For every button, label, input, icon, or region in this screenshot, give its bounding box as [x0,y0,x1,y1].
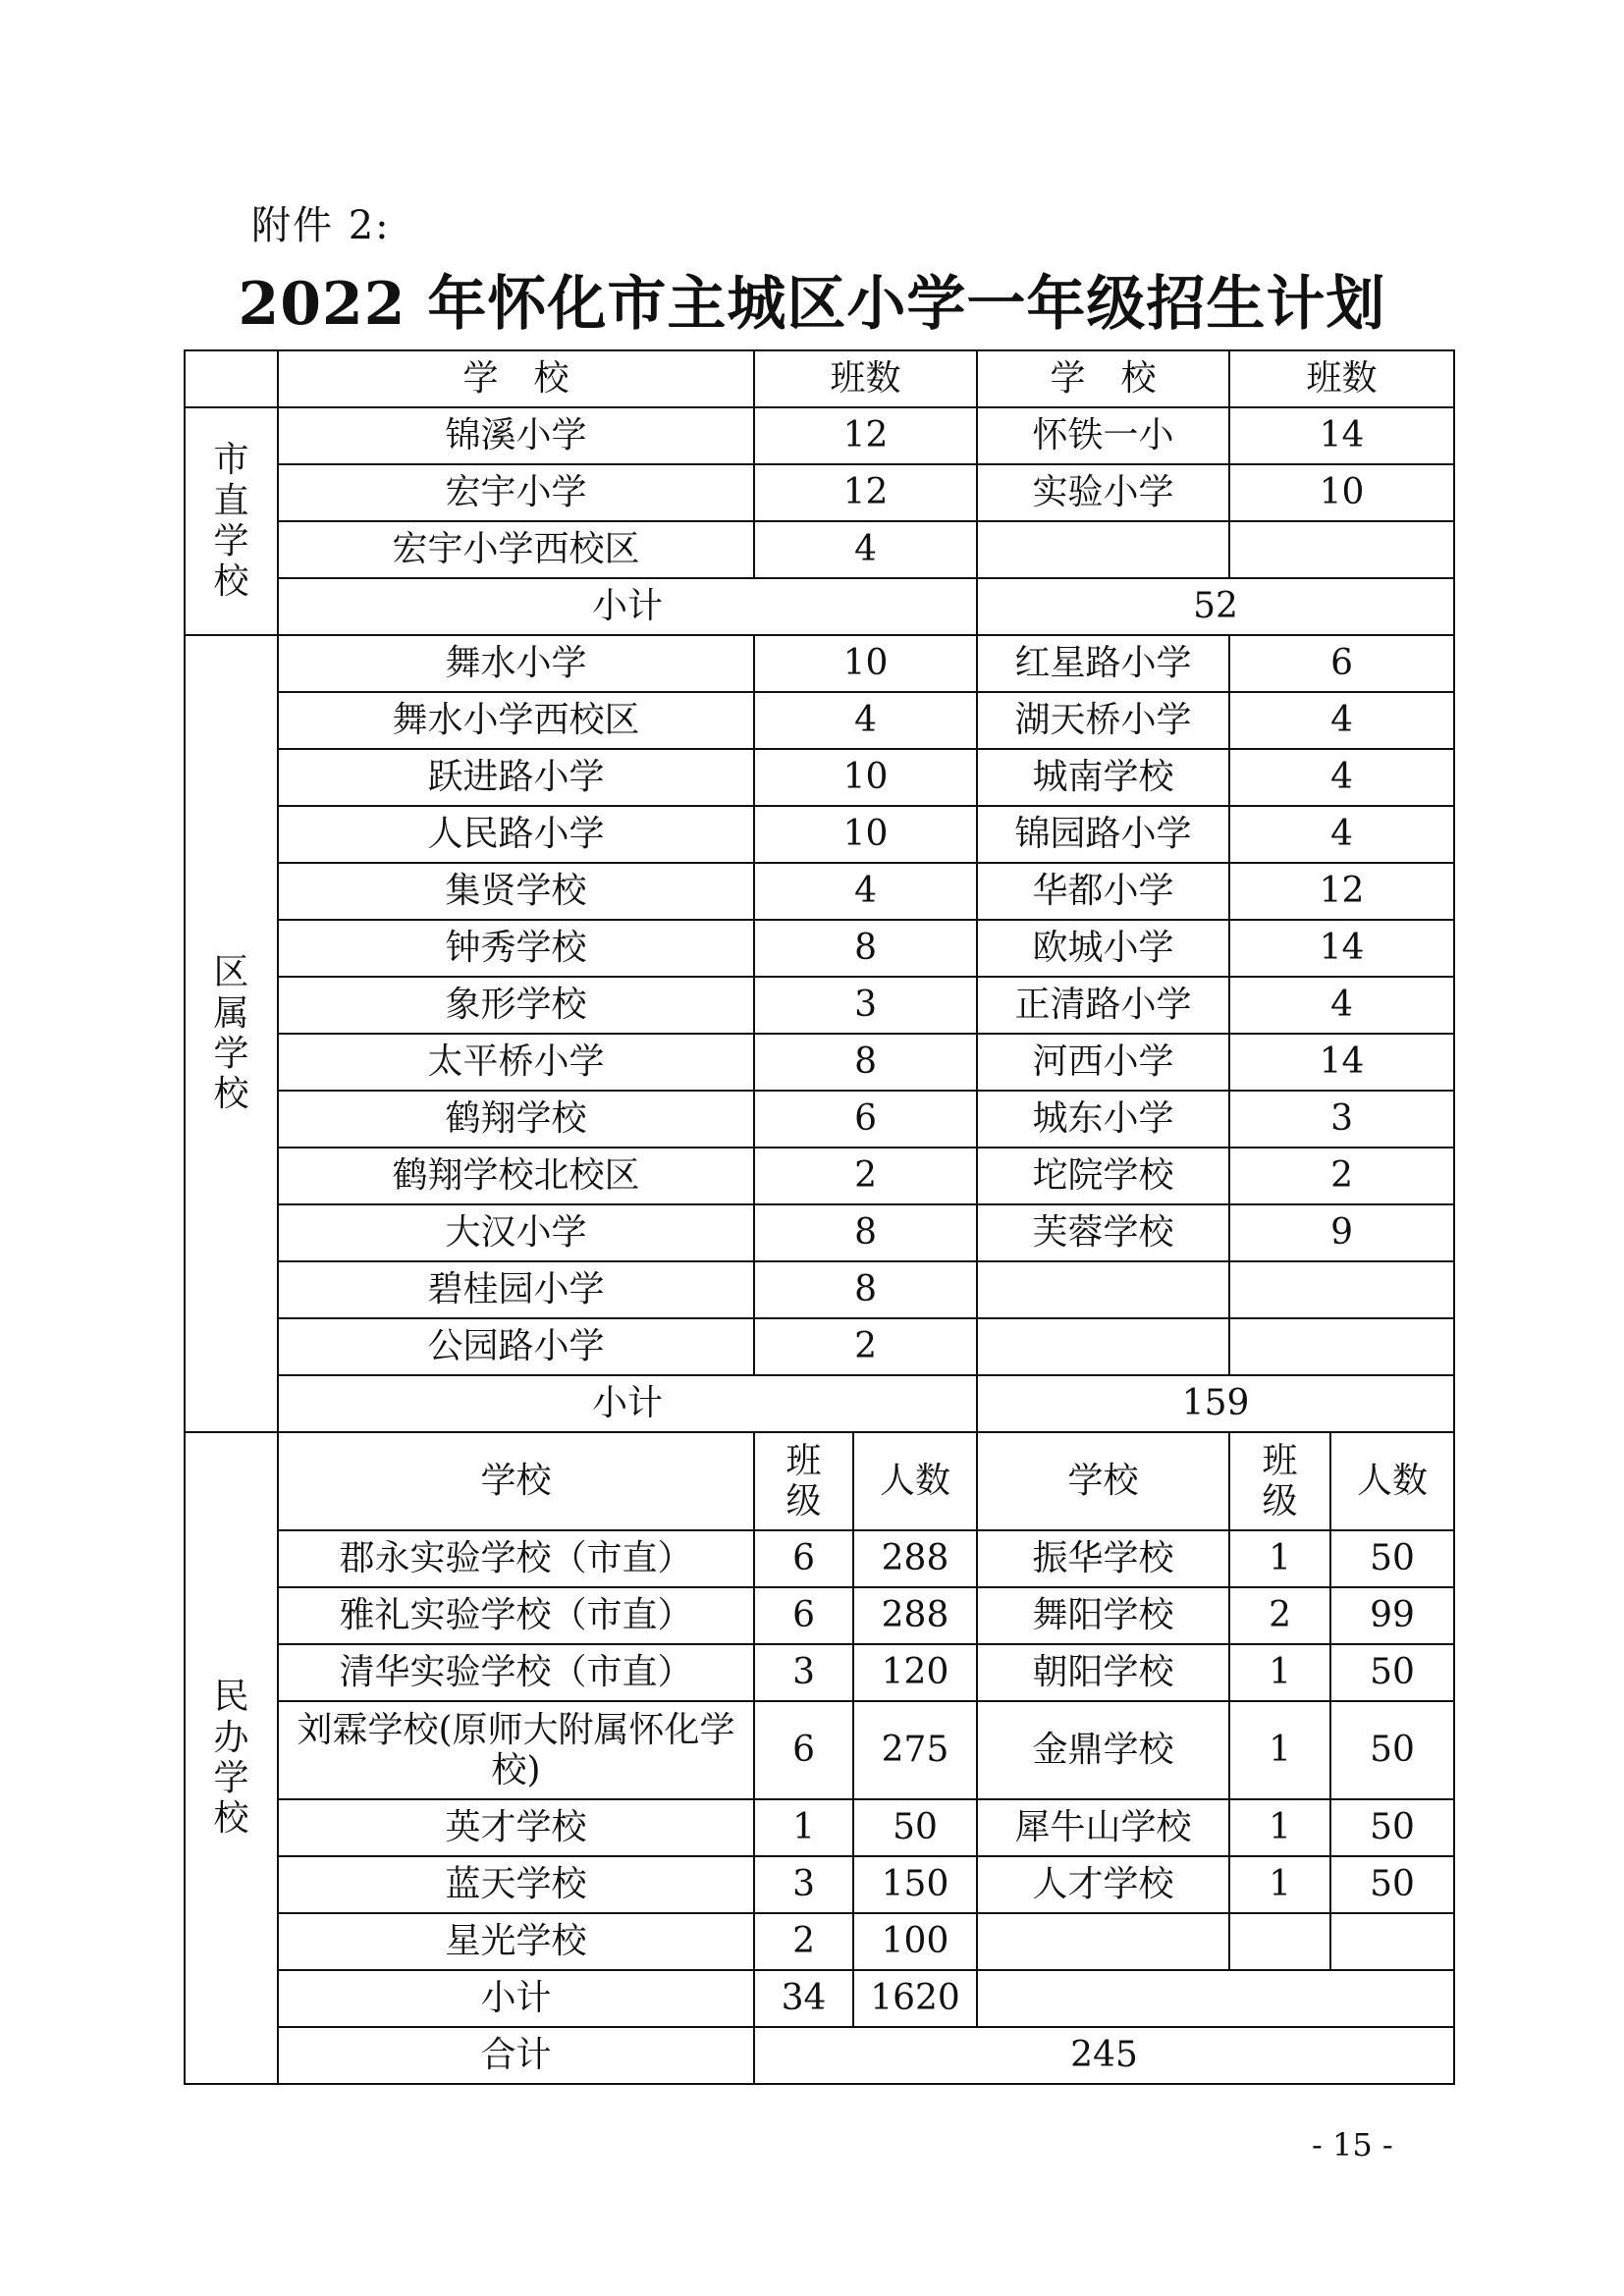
class-count: 14 [1229,920,1454,977]
private-section-label [185,1432,278,2084]
table-row [185,1799,1454,1856]
table-row [185,1148,1454,1204]
section-label-char: 学 [213,1758,249,1798]
class-count: 4 [1229,749,1454,806]
header-row [185,350,1454,407]
city-section-label [185,407,278,635]
table-row [185,1644,1454,1701]
school-name: 象形学校 [278,977,754,1034]
section-label-char: 区 [213,952,249,993]
class-count: 4 [1229,977,1454,1034]
school-name: 河西小学 [977,1034,1229,1091]
student-count: 275 [853,1701,977,1799]
header-school: 学校 [278,1432,754,1530]
school-name [977,1913,1229,1970]
class-count: 12 [1229,863,1454,920]
class-count: 8 [754,1034,977,1091]
private-header-row [185,1432,1454,1530]
subtotal-label: 小计 [278,1970,754,2027]
school-name: 正清路小学 [977,977,1229,1034]
school-name: 集贤学校 [278,863,754,920]
school-name: 公园路小学 [278,1318,754,1375]
table-row [185,692,1454,749]
header-classes: 班数 [754,350,977,407]
class-count: 2 [754,1913,853,1970]
class-count [1229,521,1454,578]
school-name: 钟秀学校 [278,920,754,977]
class-count: 3 [754,1856,853,1913]
section-label-char: 办 [213,1717,249,1758]
class-count: 1 [1229,1856,1330,1913]
school-name: 坨院学校 [977,1148,1229,1204]
header-class [754,1432,853,1530]
class-count: 12 [754,464,977,521]
school-name: 振华学校 [977,1530,1229,1587]
school-name: 犀牛山学校 [977,1799,1229,1856]
school-name: 舞阳学校 [977,1587,1229,1644]
school-name: 欧城小学 [977,920,1229,977]
class-count: 10 [754,635,977,692]
header-class-char: 班 [1262,1440,1298,1481]
school-name: 人民路小学 [278,806,754,863]
class-count: 2 [1229,1148,1454,1204]
empty-cell [977,1970,1454,2027]
student-count: 100 [853,1913,977,1970]
school-name: 郡永实验学校（市直） [278,1530,754,1587]
school-name [977,1261,1229,1318]
section-label-char: 学 [213,1034,249,1074]
school-name: 金鼎学校 [977,1701,1229,1799]
district-section-label [185,635,278,1432]
subtotal-students: 1620 [853,1970,977,2027]
section-label-char: 校 [213,1798,249,1840]
student-count: 50 [1330,1644,1454,1701]
table-row [185,977,1454,1034]
class-count: 2 [754,1318,977,1375]
table-row [185,920,1454,977]
class-count [1229,1913,1330,1970]
class-count: 1 [1229,1799,1330,1856]
class-count: 6 [1229,635,1454,692]
section-label-char: 直 [213,480,249,521]
subtotal-value: 52 [977,578,1454,635]
table-row [185,1204,1454,1261]
section-label-char: 校 [213,561,249,603]
attachment-label: 附件 2: [251,203,391,248]
table-row [185,1261,1454,1318]
school-name: 星光学校 [278,1913,754,1970]
school-name: 红星路小学 [977,635,1229,692]
class-count: 1 [1229,1701,1330,1799]
class-count: 4 [1229,692,1454,749]
student-count: 50 [1330,1856,1454,1913]
class-count [1229,1318,1454,1375]
section-label-char: 市 [213,440,249,481]
class-count: 6 [754,1091,977,1148]
table-row [185,1034,1454,1091]
total-label: 合计 [278,2027,754,2084]
school-name [977,521,1229,578]
subtotal-classes: 34 [754,1970,853,2027]
school-name: 湖天桥小学 [977,692,1229,749]
class-count: 8 [754,920,977,977]
table-row [185,1913,1454,1970]
school-name: 大汉小学 [278,1204,754,1261]
page-number: - 15 - [1312,2126,1393,2163]
student-count: 120 [853,1644,977,1701]
school-name: 刘霖学校(原师大附属怀化学校) [278,1701,754,1799]
subtotal-label: 小计 [278,1375,977,1432]
school-name: 宏宇小学 [278,464,754,521]
school-name: 英才学校 [278,1799,754,1856]
school-name: 舞水小学西校区 [278,692,754,749]
class-count: 4 [1229,806,1454,863]
page-title: 2022 年怀化市主城区小学一年级招生计划 [238,270,1386,339]
student-count: 50 [1330,1530,1454,1587]
school-name: 碧桂园小学 [278,1261,754,1318]
class-count: 1 [1229,1644,1330,1701]
student-count: 50 [853,1799,977,1856]
student-count [1330,1913,1454,1970]
school-name: 舞水小学 [278,635,754,692]
school-name: 锦园路小学 [977,806,1229,863]
header-school: 学 校 [977,350,1229,407]
class-count: 6 [754,1701,853,1799]
student-count: 50 [1330,1701,1454,1799]
class-count: 14 [1229,1034,1454,1091]
school-name: 华都小学 [977,863,1229,920]
table-row [185,749,1454,806]
subtotal-row [185,1970,1454,2027]
header-students: 人数 [1330,1432,1454,1530]
table-row [185,1091,1454,1148]
class-count: 4 [754,863,977,920]
class-count: 4 [754,521,977,578]
class-count: 10 [754,806,977,863]
student-count: 99 [1330,1587,1454,1644]
header-classes: 班数 [1229,350,1454,407]
class-count: 8 [754,1261,977,1318]
enrollment-table [184,349,1455,2085]
school-name [977,1318,1229,1375]
school-name: 跃进路小学 [278,749,754,806]
class-count: 3 [754,1644,853,1701]
table-row [185,635,1454,692]
school-name: 实验小学 [977,464,1229,521]
class-count: 8 [754,1204,977,1261]
header-class-char: 级 [1262,1481,1298,1522]
subtotal-label: 小计 [278,578,977,635]
student-count: 150 [853,1856,977,1913]
total-value: 245 [754,2027,1454,2084]
subtotal-value: 159 [977,1375,1454,1432]
student-count: 288 [853,1587,977,1644]
section-label-char: 校 [213,1074,249,1115]
table-row [185,806,1454,863]
school-name: 城南学校 [977,749,1229,806]
total-row [185,2027,1454,2084]
section-label-char: 民 [213,1677,249,1718]
subtotal-row [185,578,1454,635]
header-students: 人数 [853,1432,977,1530]
school-name: 锦溪小学 [278,407,754,464]
class-count: 2 [1229,1587,1330,1644]
class-count: 10 [754,749,977,806]
table-row [185,863,1454,920]
student-count: 50 [1330,1799,1454,1856]
header-school: 学 校 [278,350,754,407]
student-count: 288 [853,1530,977,1587]
class-count: 6 [754,1530,853,1587]
class-count: 3 [1229,1091,1454,1148]
table-row [185,1318,1454,1375]
class-count: 10 [1229,464,1454,521]
class-count: 9 [1229,1204,1454,1261]
table-row [185,464,1454,521]
school-name: 清华实验学校（市直） [278,1644,754,1701]
class-count [1229,1261,1454,1318]
table-row [185,1701,1454,1799]
table-row [185,1530,1454,1587]
school-name: 芙蓉学校 [977,1204,1229,1261]
class-count: 4 [754,692,977,749]
table-row [185,407,1454,464]
header-class-char: 级 [785,1481,822,1522]
header-class-char: 班 [785,1440,822,1481]
school-name: 宏宇小学西校区 [278,521,754,578]
school-name: 人才学校 [977,1856,1229,1913]
class-count: 6 [754,1587,853,1644]
class-count: 3 [754,977,977,1034]
school-name: 城东小学 [977,1091,1229,1148]
table-row [185,1587,1454,1644]
header-class [1229,1432,1330,1530]
school-name: 朝阳学校 [977,1644,1229,1701]
subtotal-row [185,1375,1454,1432]
school-name: 太平桥小学 [278,1034,754,1091]
class-count: 1 [1229,1530,1330,1587]
table-row [185,521,1454,578]
school-name: 雅礼实验学校（市直） [278,1587,754,1644]
school-name: 蓝天学校 [278,1856,754,1913]
section-label-char: 属 [213,992,249,1034]
class-count: 14 [1229,407,1454,464]
table-row [185,1856,1454,1913]
section-label-char: 学 [213,521,249,561]
school-name: 怀铁一小 [977,407,1229,464]
school-name: 鹤翔学校北校区 [278,1148,754,1204]
class-count: 2 [754,1148,977,1204]
header-school: 学校 [977,1432,1229,1530]
class-count: 12 [754,407,977,464]
corner-cell [185,350,278,407]
class-count: 1 [754,1799,853,1856]
school-name: 鹤翔学校 [278,1091,754,1148]
